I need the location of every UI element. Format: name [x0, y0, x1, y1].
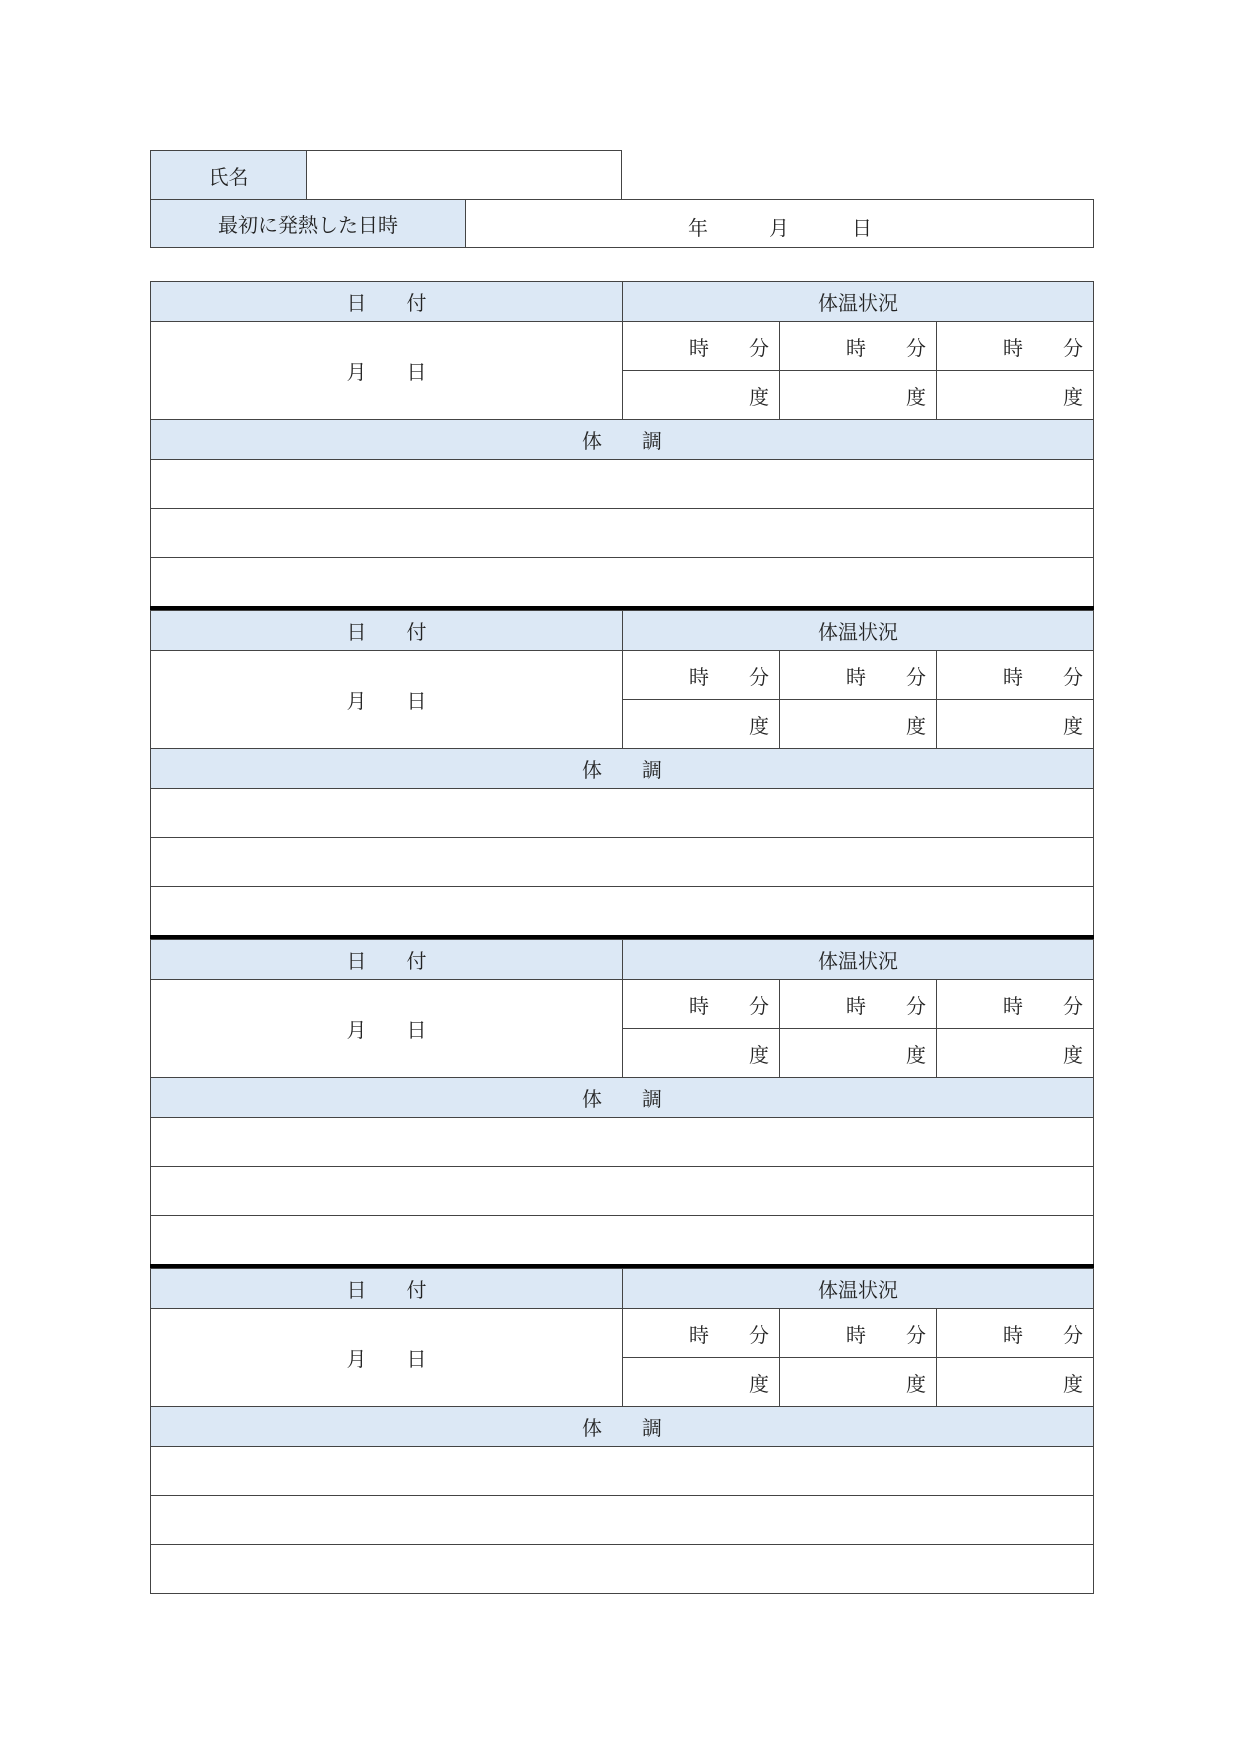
condition-row[interactable]	[150, 1495, 1094, 1545]
condition-row[interactable]	[150, 837, 1094, 887]
month-day-field[interactable]: 月 日	[150, 979, 623, 1078]
date-header: 日 付	[150, 939, 623, 980]
temperature-field-2[interactable]: 度	[779, 370, 937, 420]
condition-header: 体 調	[150, 1406, 1094, 1447]
name-field[interactable]	[306, 150, 622, 200]
temperature-field-3[interactable]: 度	[936, 699, 1094, 749]
year-label: 年	[688, 216, 708, 240]
name-label: 氏名	[150, 150, 307, 200]
temperature-header: 体温状況	[622, 1268, 1094, 1309]
date-header: 日 付	[150, 1268, 623, 1309]
temperature-field-2[interactable]: 度	[779, 1357, 937, 1407]
time-field-1[interactable]: 時 分	[622, 321, 780, 371]
month-day-field[interactable]: 月 日	[150, 650, 623, 749]
temperature-field-1[interactable]: 度	[622, 1357, 780, 1407]
temperature-field-1[interactable]: 度	[622, 370, 780, 420]
condition-header: 体 調	[150, 748, 1094, 789]
condition-row[interactable]	[150, 1215, 1094, 1265]
condition-row[interactable]	[150, 1166, 1094, 1216]
time-field-2[interactable]: 時 分	[779, 1308, 937, 1358]
time-field-3[interactable]: 時 分	[936, 650, 1094, 700]
date-header: 日 付	[150, 610, 623, 651]
first-fever-date-field[interactable]	[465, 199, 1094, 248]
condition-row[interactable]	[150, 459, 1094, 509]
time-field-1[interactable]: 時 分	[622, 1308, 780, 1358]
time-field-2[interactable]: 時 分	[779, 650, 937, 700]
day-label: 日	[852, 216, 872, 240]
month-day-field[interactable]: 月 日	[150, 1308, 623, 1407]
condition-header: 体 調	[150, 419, 1094, 460]
temperature-field-3[interactable]: 度	[936, 1357, 1094, 1407]
temperature-header: 体温状況	[622, 610, 1094, 651]
time-field-3[interactable]: 時 分	[936, 1308, 1094, 1358]
condition-row[interactable]	[150, 1117, 1094, 1167]
time-field-2[interactable]: 時 分	[779, 979, 937, 1029]
temperature-field-1[interactable]: 度	[622, 1028, 780, 1078]
month-label: 月	[769, 216, 789, 240]
month-day-field[interactable]: 月 日	[150, 321, 623, 420]
temperature-field-2[interactable]: 度	[779, 1028, 937, 1078]
temperature-header: 体温状況	[622, 281, 1094, 322]
time-field-3[interactable]: 時 分	[936, 979, 1094, 1029]
temperature-field-2[interactable]: 度	[779, 699, 937, 749]
first-fever-label: 最初に発熱した日時	[150, 199, 466, 248]
condition-row[interactable]	[150, 1446, 1094, 1496]
condition-header: 体 調	[150, 1077, 1094, 1118]
time-field-1[interactable]: 時 分	[622, 979, 780, 1029]
condition-row[interactable]	[150, 508, 1094, 558]
time-field-1[interactable]: 時 分	[622, 650, 780, 700]
condition-row[interactable]	[150, 886, 1094, 936]
temperature-field-1[interactable]: 度	[622, 699, 780, 749]
temperature-field-3[interactable]: 度	[936, 370, 1094, 420]
time-field-3[interactable]: 時 分	[936, 321, 1094, 371]
temperature-header: 体温状況	[622, 939, 1094, 980]
date-header: 日 付	[150, 281, 623, 322]
time-field-2[interactable]: 時 分	[779, 321, 937, 371]
condition-row[interactable]	[150, 557, 1094, 607]
condition-row[interactable]	[150, 1544, 1094, 1594]
temperature-field-3[interactable]: 度	[936, 1028, 1094, 1078]
condition-row[interactable]	[150, 788, 1094, 838]
